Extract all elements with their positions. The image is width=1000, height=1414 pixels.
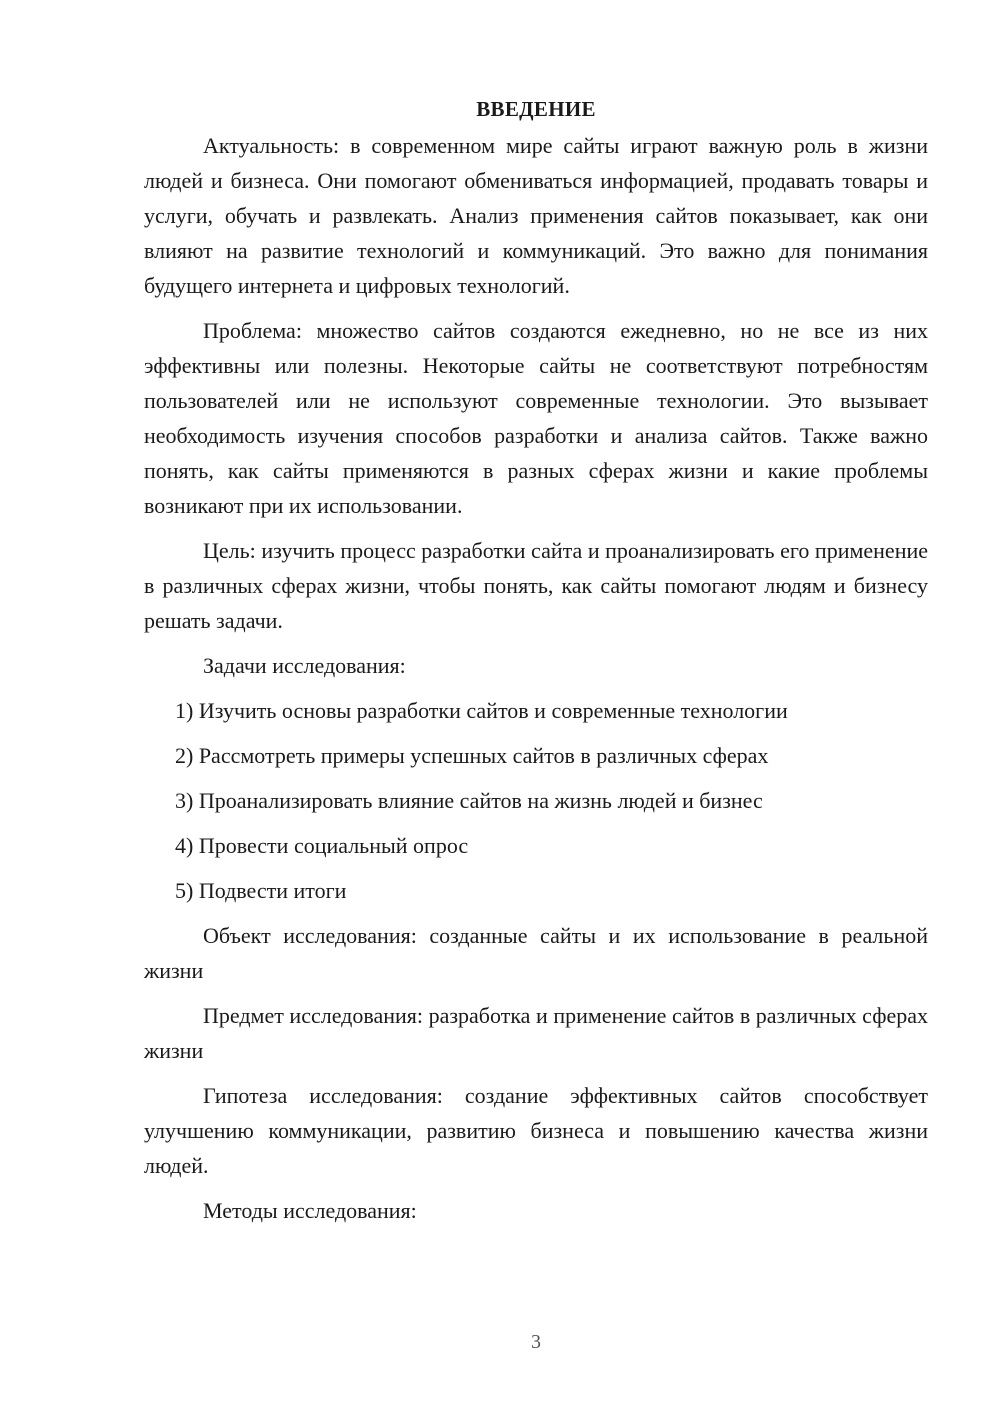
document-page [144,92,928,1238]
task-item: 4) Провести социальный опрос [175,833,469,858]
paragraph-tasks-heading: Задачи исследования: [203,653,406,678]
task-item: 5) Подвести итоги [175,878,347,903]
task-item: 2) Рассмотреть примеры успешных сайтов в различных сферах [175,743,769,768]
paragraph-problem: Проблема: множество сайтов создаются ежедневно, но не все из них эффективны или полезны. Некоторые сайты не соответствуют потребностям пользователей или не используют современные технологии. Это вызывает необходимость изучения способов разработки и анализа сайтов. Также важно понять, как сайты применяются в разных сферах жизни и какие проблемы возникают при их использовании. [144,318,928,518]
paragraph-object: Объект исследования: созданные сайты и их использование в реальной жизни [144,923,928,983]
section-title: ВВЕДЕНИЕ [476,97,596,121]
task-item: 3) Проанализировать влияние сайтов на жизнь людей и бизнес [175,788,763,813]
page-number: 3 [531,1331,541,1353]
paragraph-hypothesis: Гипотеза исследования: создание эффективных сайтов способствует улучшению коммуникации, развитию бизнеса и повышению качества жизни людей. [144,1083,928,1178]
paragraph-relevance: Актуальность: в современном мире сайты играют важную роль в жизни людей и бизнеса. Они помогают обмениваться информацией, продавать товары и услуги, обучать и развлекать. Анализ применения сайтов показывает, как они влияют на развитие технологий и коммуникаций. Это важно для понимания будущего интернета и цифровых технологий. [144,133,928,298]
tasks-list [144,693,928,908]
paragraph-methods-heading: Методы исследования: [203,1198,417,1223]
paragraph-subject: Предмет исследования: разработка и применение сайтов в различных сферах жизни [144,1003,928,1063]
task-item: 1) Изучить основы разработки сайтов и современные технологии [175,698,788,723]
paragraph-goal: Цель: изучить процесс разработки сайта и проанализировать его применение в различных сферах жизни, чтобы понять, как сайты помогают людям и бизнесу решать задачи. [144,538,928,633]
